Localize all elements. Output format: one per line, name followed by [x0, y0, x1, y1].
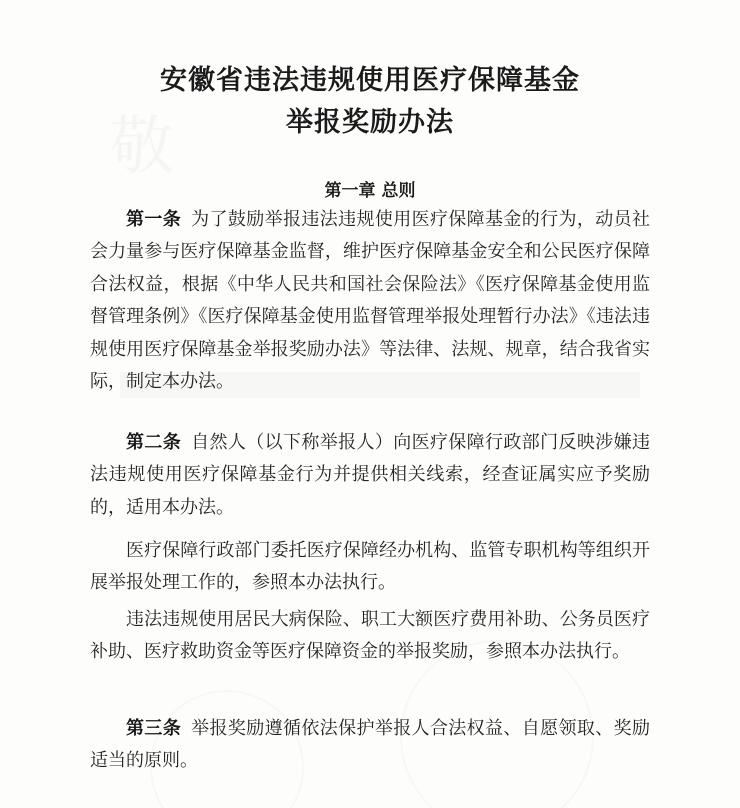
chapter-heading: 第一章 总则 — [324, 181, 416, 201]
article-paragraph — [90, 427, 650, 524]
article-text: 违法违规使用居民大病保险、职工大额医疗费用补助、公务员医疗补助、医疗救助资金等医疗保障资金的举报奖励，参照本办法执行。 — [90, 609, 650, 663]
article-paragraph — [90, 204, 650, 398]
article-label: 第二条 — [126, 432, 182, 453]
article-text: 举报奖励遵循依法保护举报人合法权益、自愿领取、奖励适当的原则。 — [90, 718, 651, 772]
scan-bleed-mark: 敬 — [110, 110, 178, 184]
document-title-line-2: 举报奖励办法 — [286, 107, 454, 138]
article-text: 为了鼓励举报违法违规使用医疗保障基金的行为，动员社会力量参与医疗保障基金监督，维护医疗保障基金安全和公民医疗保障合法权益，根据《中华人民共和国社会保险法》《医疗保障基金使用监督管理条例》《医疗保障基金使用监督管理举报处理暂行办法》《违法违规使用医疗保障基金举报奖励办法》等法律、法规、规章，结合我省实际，制定本办法。 — [90, 209, 651, 393]
article-paragraph — [90, 713, 650, 778]
article-label: 第一条 — [126, 209, 182, 230]
article-label: 第三条 — [126, 718, 182, 739]
article-paragraph — [90, 535, 650, 600]
article-paragraph — [90, 604, 650, 669]
article-text: 医疗保障行政部门委托医疗保障经办机构、监管专职机构等组织开展举报处理工作的，参照本办法执行。 — [90, 540, 650, 594]
article-text: 自然人（以下称举报人）向医疗保障行政部门反映涉嫌违法违规使用医疗保障基金行为并提供相关线索，经查证属实应予奖励的，适用本办法。 — [90, 432, 651, 518]
document-title-line-1: 安徽省违法违规使用医疗保障基金 — [160, 65, 580, 96]
